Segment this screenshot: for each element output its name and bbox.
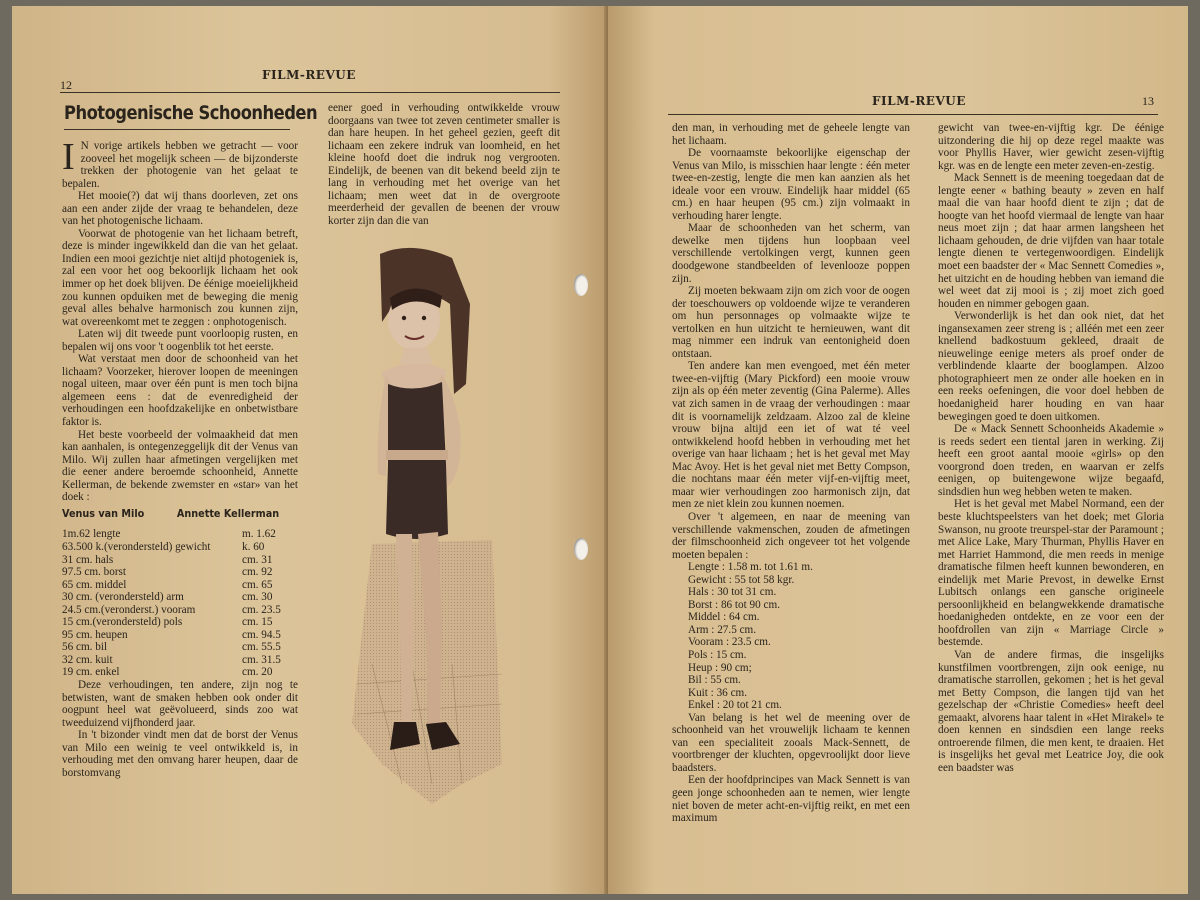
- paragraph-continued: den man, in verhouding met de geheele lengte van het lichaam.: [672, 122, 910, 147]
- ideal-measurement-item: Arm : 27.5 cm.: [688, 623, 757, 636]
- paragraph: Maar de schoonheden van het scherm, van dewelke men tijdens hun loopbaan veel verschillende vertolkingen vergt, kunnen geen doodgewone standbeelden of levenlooze poppen zijn.: [672, 222, 910, 285]
- swimsuit-belt: [386, 450, 448, 460]
- right-column-1: [672, 122, 910, 825]
- venus-measurement: 97.5 cm. borst: [62, 566, 127, 579]
- binder-hole: [574, 274, 588, 296]
- paragraph: De « Mack Sennett Schoonheids Akademie » is reeds sedert een tiental jaren in werking. Zij heeft een groot aantal mooie «girls» op den voorgrond doen treden, en waarvan er zelfs eenigen, op buitengewone wijze begaafd, sindsdien hun weg hebben weten te maken.: [938, 423, 1164, 498]
- paragraph: Voorwat de photogenie van het lichaam betreft, deze is minder ingewikkeld dan die van het gelaat. Indien een mooi gezichtje niet altijd photogeniek is, zal een voor het oog bekoorlijk lichaam het ook immer op het doek blijven. De éénige moeielijkheid zou kunnen opduiken met de beweging die menig geval alles behalve harmonisch zou kunnen zijn, wat overeenkomt met te zeggen : onphotogenisch.: [62, 227, 298, 328]
- venus-measurement: 31 cm. hals: [62, 553, 114, 566]
- venus-measurement: 63.500 k.(verondersteld) gewicht: [62, 540, 211, 553]
- ideal-measurement-item: Bil : 55 cm.: [688, 674, 741, 687]
- table-row: [62, 541, 298, 554]
- table-row: [62, 666, 298, 679]
- table-row: [62, 554, 298, 567]
- venus-measurement: 65 cm. middel: [62, 578, 127, 591]
- binder-hole: [574, 538, 588, 560]
- swimsuit: [386, 382, 448, 539]
- table-row: [62, 579, 298, 592]
- drop-cap: I: [62, 136, 75, 178]
- kellerman-measurement: m. 1.62: [242, 528, 276, 541]
- kellerman-measurement: cm. 23.5: [242, 603, 281, 616]
- paragraph-continued: gewicht van twee-en-vijftig kgr. De éénige uitzondering die hij op deze regel maakte was voor Phyllis Haver, wier gewicht zesen-vijftig kgr. was en de lengte een meter zeven-en-zestig.: [938, 122, 1164, 172]
- paragraph: Laten wij dit tweede punt voorloopig rusten, en bepalen wij ons voor 't oogenblik tot het eerste.: [62, 328, 298, 353]
- paragraph: Van belang is het wel de meening over de schoonheid van het vrouwelijk lichaam te kennen van een specialiteit zooals Mack-Sennett, de voortbrenger der kluchten, opgevroolijkt door lieve baadsters.: [672, 711, 910, 774]
- venus-measurement: 56 cm. bil: [62, 641, 108, 654]
- table-row: [62, 629, 298, 642]
- headline-underline: [64, 129, 290, 130]
- measurements-comparison-table: [62, 508, 298, 679]
- paragraph: Het mooie(?) dat wij thans doorleven, zet ons aan een ander zijde der vraag te behandelen, deze van het photogenische lichaam.: [62, 190, 298, 228]
- venus-measurement: 95 cm. heupen: [62, 628, 128, 641]
- ideal-measurements-list: [672, 561, 910, 712]
- paragraph-continued: eener goed in verhouding ontwikkelde vrouw doorgaans van twee tot zeven centimeter smaller is dan hare heupen. In het geheel gezien, geeft dit lichaam een zekere indruk van loomheid, en het kleine hoofd doet die indruk nog vergrooten. Eindelijk, de beenen van dit bekend beeld zijn te lang in verhouding met het overige van het lichaam; men weet dat in de overgroote meerderheid der gevallen de beenen der vrouw korter zijn dan die van: [328, 102, 560, 227]
- article-headline: Photogenische Schoonheden: [64, 102, 318, 124]
- kellerman-measurement: cm. 15: [242, 616, 273, 629]
- header-rule-left: [60, 92, 560, 93]
- bathing-beauty-photo: [342, 244, 514, 810]
- ideal-measurement-item: Middel : 64 cm.: [688, 611, 760, 624]
- table-header: [62, 508, 279, 521]
- paragraph: In 't bizonder vindt men dat de borst der Venus van Milo een weinig te veel ontwikkeld is, in verhouding met den omvang harer heupen, daar de borstomvang: [62, 729, 298, 779]
- paragraph: Over 't algemeen, en naar de meening van verschillende vakmenschen, zouden de afmetingen der filmschoonheid zich ongeveer tot het volgende moeten bepalen :: [672, 510, 910, 561]
- magazine-spread: [12, 6, 1188, 894]
- page-number-left: 12: [60, 78, 72, 92]
- paragraph: Een der hoofdprincipes van Mack Sennett is van geen jonge schoonheden aan te nemen, wier lengte niet boven de meter acht-en-vijftig reikt, en met een maximum: [672, 774, 910, 825]
- table-row: [62, 604, 298, 617]
- kellerman-measurement: cm. 92: [242, 566, 273, 579]
- table-rows: [62, 528, 298, 679]
- paragraph: Het beste voorbeeld der volmaakheid dat men kan aanhalen, is ontegenzeggelijk dit der Venus van Milo. Wij zullen haar afmetingen vergelijken met die eener andere beroemde schoonheid, Annette Kellerman, de bekende zwemster en «star» van het doek :: [62, 428, 298, 504]
- page-number-right: 13: [1142, 94, 1154, 108]
- right-page: [608, 6, 1188, 894]
- paragraph: Het is het geval met Mabel Normand, een der beste kluchtspeelsters van het doek; met Gloria Swanson, nu groote treurspel-star der Paramount ; met Alice Lake, Mary Thurman, Phyllis Haver en met Harriet Hammond, die men reeds in menige dramatische filmen heeft kunnen bewonderen, en eindelijk met Marie Prevost, in dewelke Ernst Lubitsch onlangs een gansche origineele persoonlijkheid en belangwekkende dramatische hoedanigheden ontdekte, en ze voor een der hoofdrollen van zijn « Marriage Circle » bestemde.: [938, 498, 1164, 649]
- ideal-measurement-item: Hals : 30 tot 31 cm.: [688, 586, 777, 599]
- kellerman-measurement: cm. 65: [242, 578, 273, 591]
- paragraph: Wat verstaat men door de schoonheid van het lichaam? Voorzeker, hierover loopen de meeningen nogal uiteen, maar over één punt is men toch bijna algemeen eens : dat de evenredigheid der verhoudingen een hoofdzakelijke en onbetwistbare faktor is.: [62, 353, 298, 429]
- paragraph: Ten andere kan men evengoed, met één meter twee-en-vijftig (Mary Pickford) een mooie vrouw zijn als op één meter zeventig (Gina Palerme). Alles vat zich samen in de vraag der verhoudingen : maar dit is voornamelijk zeldzaam. Alzoo zal de kleine vrouw bijna altijd een iet of wat té veel ontwikkelend hoofd hebben in verhouding met het overige van haar lichaam ; het is het geval met May Mac Avoy. Het is het geval niet met Betty Compson, die nochtans maar één meter vijf-en-vijftig meet, maar wier verhoudingen zoo harmonisch zijn, dat men ze niet klein zou kunnen noemen.: [672, 360, 910, 511]
- venus-measurement: 32 cm. kuit: [62, 653, 113, 666]
- table-header-kellerman: Annette Kellerman: [176, 507, 280, 520]
- ideal-measurement-item: Enkel : 20 tot 21 cm.: [688, 699, 782, 712]
- kellerman-measurement: k. 60: [242, 540, 265, 553]
- kellerman-measurement: cm. 31: [242, 553, 273, 566]
- ideal-measurement-item: Heup : 90 cm;: [688, 661, 752, 674]
- paragraph: Van de andere firmas, die insgelijks kunstfilmen voortbrengen, zijn ook eenige, nu dramatische starrollen, gekomen ; het is het geval met Betty Compson, die langen tijd van het gezelschap der «Christie Comedies» heeft deel gemaakt, alvorens haar talent in «Het Mirakel» te doen kennen en sindsdien een lange reeks ontroerende filmen, die men kent, te draaien. Het is insgelijks het geval met Leatrice Joy, die ook een baadster was: [938, 648, 1164, 774]
- kellerman-measurement: cm. 31.5: [242, 653, 281, 666]
- paragraph: Deze verhoudingen, ten andere, zijn nog te betwisten, want de smaken hebben ook onder dit oogpunt heel wat geëvolueerd, sinds zoo wat tweeduizend vijfhonderd jaar.: [62, 678, 298, 729]
- ideal-measurement-item: Kuit : 36 cm.: [688, 686, 748, 699]
- venus-measurement: 19 cm. enkel: [62, 666, 120, 679]
- ideal-measurement-item: Borst : 86 tot 90 cm.: [688, 598, 780, 611]
- header-rule-right: [668, 114, 1158, 115]
- table-row: [62, 654, 298, 667]
- ideal-measurement-item: Pols : 15 cm.: [688, 648, 747, 661]
- venus-measurement: 24.5 cm.(veronderst.) vooram: [62, 603, 196, 616]
- ideal-measurement-item: Lengte : 1.58 m. tot 1.61 m.: [688, 561, 813, 574]
- left-page: [12, 6, 608, 894]
- ideal-measurement-item: Gewicht : 55 tot 58 kgr.: [688, 573, 795, 586]
- table-row: [62, 641, 298, 654]
- left-column-1: [62, 136, 298, 779]
- right-column-2: [938, 122, 1164, 774]
- venus-measurement: 15 cm.(verondersteld) pols: [62, 616, 183, 629]
- table-row: [62, 566, 298, 579]
- intro-paragraph: I N vorige artikels hebben we getracht — voor zooveel het mogelijk scheen — de bijzonderste trekken der photogenie van het gelaat te bepalen.: [62, 136, 298, 190]
- running-head-left: FILM-REVUE: [262, 68, 356, 82]
- paragraph: Zij moeten bekwaam zijn om zich voor de oogen der toeschouwers op voldoende wijze te veranderen om hun personnages op volmaakte wijze te vertolken en hun uitzicht te hernieuwen, want dit mag nimmer een indruk van eentonigheid doen ontstaan.: [672, 285, 910, 360]
- table-row: [62, 591, 298, 604]
- table-row: [62, 616, 298, 629]
- paragraph: Mack Sennett is de meening toegedaan dat de lengte eener « bathing beauty » zeven en half maal die van haar hoofd dient te zijn ; dat de hoogte van het hoofd viermaal de lengte van haar neus moet zijn ; dat haar armen langsheen het lichaam gehouden, de drie vijfden van haar totale lengte dienen te vertegenwoordigen. Eindelijk moet een baadster der « Mac Sennett Comedies », het uitzicht en de houding hebben van iemand die wel weet dat zij mooi is ; zij moet zich goed houden en nimmer gebogen gaan.: [938, 172, 1164, 310]
- kellerman-measurement: cm. 94.5: [242, 628, 281, 641]
- left-column-2: [328, 102, 560, 227]
- venus-measurement: 30 cm. (verondersteld) arm: [62, 591, 184, 604]
- running-head-right: FILM-REVUE: [872, 94, 966, 108]
- kellerman-measurement: cm. 55.5: [242, 641, 281, 654]
- kellerman-measurement: cm. 20: [242, 666, 273, 679]
- table-row: [62, 528, 298, 541]
- paragraph: Verwonderlijk is het dan ook niet, dat het ingansexamen zeer streng is ; alléén met een zeer knellend badkostuum gekleed, draait de nieuwelinge eenige meters als proef onder de verblindende klaarte der booglampen. Alzoo photographieert men ze onder alle hoeken en in een reeks oefeningen, die voor doel hebben de hoedanigheid harer houding en van haar bewegingen goed te doen uitkomen.: [938, 310, 1164, 423]
- kellerman-measurement: cm. 30: [242, 591, 273, 604]
- venus-measurement: 1m.62 lengte: [62, 528, 121, 541]
- table-header-venus: Venus van Milo: [62, 507, 145, 520]
- ideal-measurement-item: Vooram : 23.5 cm.: [688, 636, 771, 649]
- paragraph: De voornaamste bekoorlijke eigenschap der Venus van Milo, is misschien haar lengte : één meter twee-en-zestig, lengte die men kan aanzien als het ideale voor een vrouw. Eindelijk haar middel (65 cm.) en haar heupen (95 cm.) zijn volmaakt in verhouding harer lengte.: [672, 147, 910, 222]
